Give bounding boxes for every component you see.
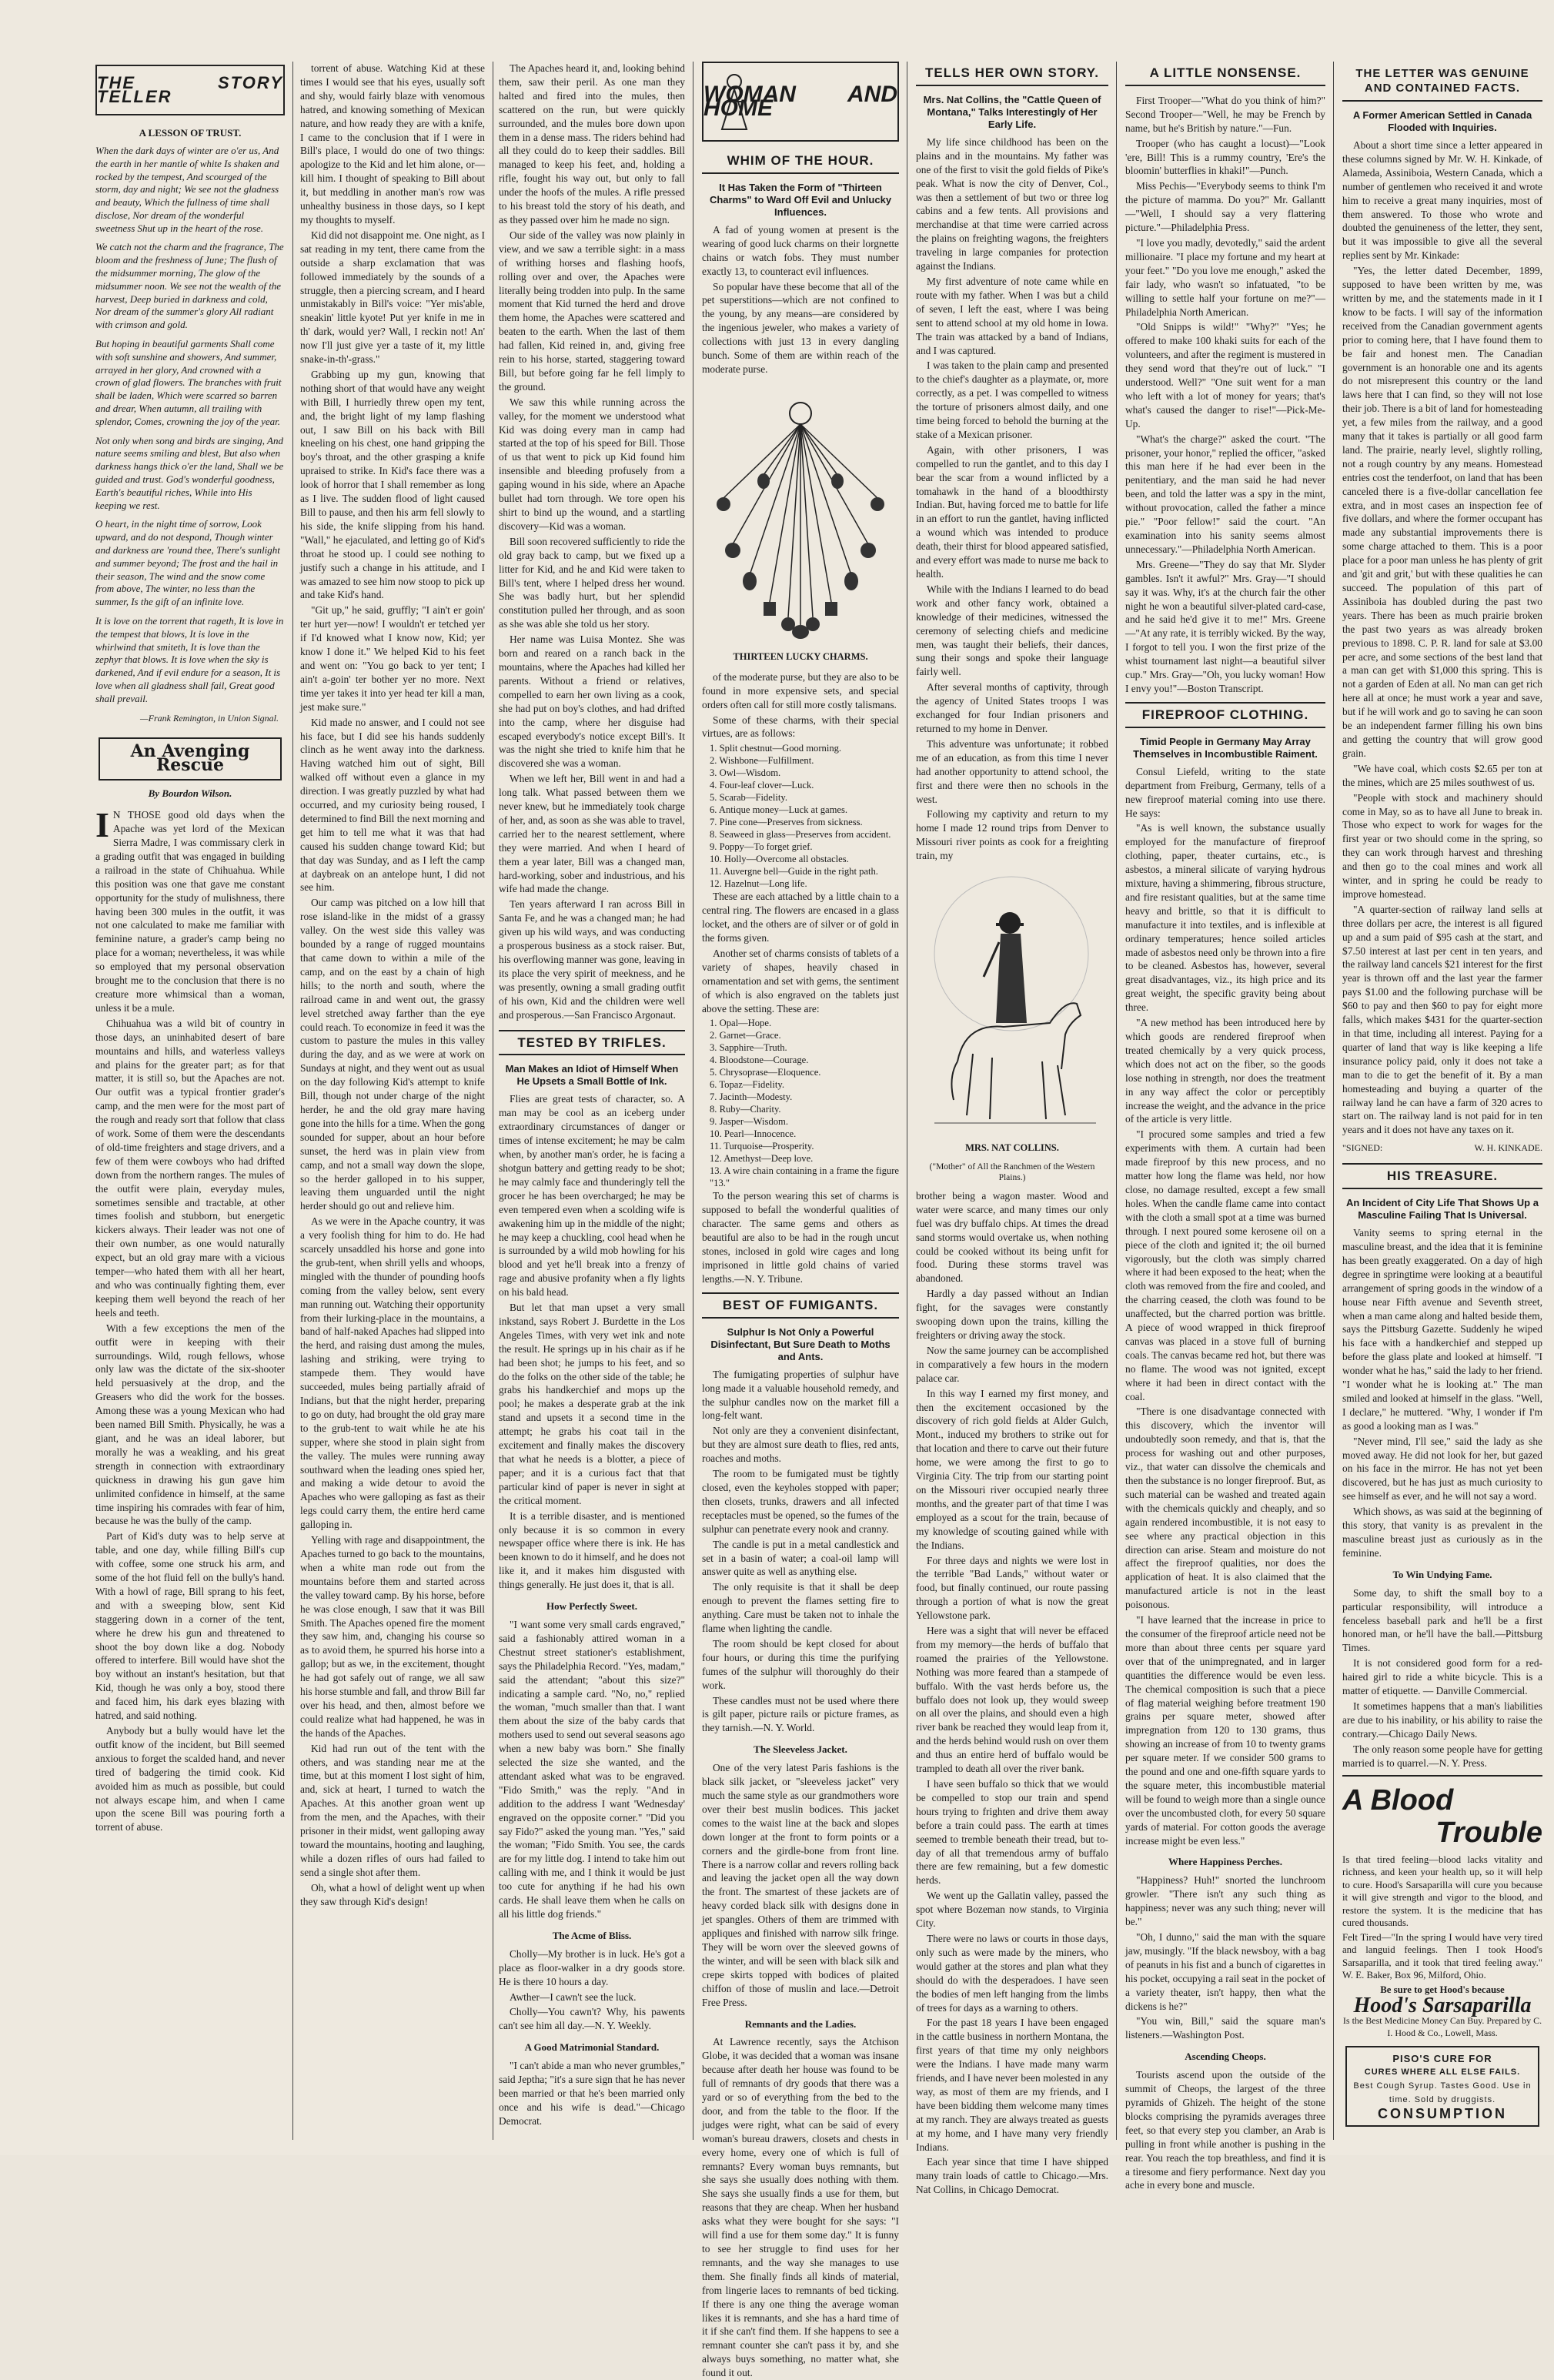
poem-stanza: We catch not the charm and the fragrance, The bloom and the freshness of June; The flush of the midsummer morning, The glow of the midsummer noon. We see not the wealth of the harvest, Deep buried in darkness and cold, Nor dream of the summer's glory All radiant with crimson and gold. — [95, 241, 284, 331]
article-paragraph: I was taken to the plain camp and presented to the chief's daughter as a playmate, or, more correctly, as a pet. I was compelled to witness the torture of prisoners almost daily, and one time being forced to behold the burning at the stake of a Mexican prisoner. — [916, 359, 1108, 440]
article-paragraph: "A quarter-section of railway land sells at three dollars per acre, the interest is all figured up and a sum paid of $95 cash at the start, and $7.50 interest at last per cent in ten years, and the railway land cancels $21 interest for the first year is thrown off and the last year the farmer pays $1.00 and the following purchase will be $60 to pay and then $60 to pay for eight more falls, which makes $431 for the quarter-section in that time, including all interest. Paying for a quarter of land that way is like keeping a life insurance policy paid, only it does not take a man to die to get the benefit of it. By a man homesteading and buying a quarter of the railway land he can have a farm of 320 acres to start on. The railway land is not paid for in ten years and it does not have any taxes on it. — [1342, 903, 1542, 1136]
article-paragraph: "I love you madly, devotedly," said the ardent millionaire. "I place my fortune and my heart at your feet." "Do you love me enough," asked the fair lady, who wasn't so infatuated, "to be willing to settle half your fortune on me?"—Philadelphia North American. — [1125, 236, 1325, 318]
own-story-subtitle: Mrs. Nat Collins, the "Cattle Queen of Montana," Talks Interestingly of Her Early Life. — [923, 93, 1101, 130]
piso-line-3: Best Cough Syrup. Tastes Good. Use in time. Sold by druggists. — [1353, 2081, 1532, 2104]
article-paragraph: About a short time since a letter appeared in these columns signed by Mr. W. H. Kinkade, of Alameda, Assiniboia, Western Canada, which a number of gentlemen who received it and wrote him to receive a great many inquiries, most of them answered. To those who wrote and doubted the genuineness of the letter, they sent, but it was impossible to give all the several replies sent by Mr. Kinkade: — [1342, 139, 1542, 262]
story-paragraph: Yelling with rage and disappointment, the Apaches turned to go back to the mountains, when a white man rode out from the mountains before them and started across the valley toward camp. By his horse, before he was close enough, I saw that it was Bill Smith. The Apaches opened fire the moment they saw him, and, changing his course so as to avoid them, he spurred his horse into a gallop; but as we, in the excitement, thought he had got safely out of range, we all saw his horse stumble and fall, and throw Bill far over his head, and then, almost before we could realize what had happened, he was in the hands of the Apaches. — [300, 1534, 485, 1739]
letter-subtitle: A Former American Settled in Canada Flooded with Inquiries. — [1352, 109, 1532, 133]
article-paragraph: "Oh, I dunno," said the man with the square jaw, musingly. "If the black newsboy, with a bag of peanuts in his fist and a bunch of cigarettes in his pocket, occupying a rail seat in the pocket of a variety theater, isn't happy, then what the dickens is he?" — [1125, 1931, 1325, 2012]
column-rule — [1333, 62, 1334, 2140]
article-paragraph: These candles must not be used where there is gilt paper, picture rails or picture frames, as they tarnish.—N. Y. World. — [702, 1694, 899, 1734]
poem-stanza: O heart, in the night time of sorrow, Look upward, and do not despond, Though winter and darkness are 'round thee, There's sunlight and summer beyond; The frost and the hail in their season, The wind and the snow come from above, The winter, no less than the summer, Is the gift of an infinite love. — [95, 518, 280, 608]
article-paragraph: "I procured some samples and tried a few experiments with them. A curtain had been made fireproof by this new process, and no matter how long the flame was held, nor how close, no damage resulted, except a few small holes. When the candle flame came into contact with the cloth a small spot at a time was burned through. I next poured some kerosene oil on a piece of the cloth and ignited it; the oil burned vigorously, but the cloth was simply charred where it had been exposed to the heat; when the cloth was removed from the fire and cooled, and the charring ceased, the cloth was found to be unaffected, but the charred portion was brittle. A piece of wood wrapped in thick fireproof canvas was placed in a stove full of burning coals. The canvas became red hot, but there was no flame. The wood was not ignited, except where it had been in direct contact with the coal. — [1125, 1128, 1325, 1402]
sweet-title: How Perfectly Sweet. — [546, 1600, 638, 1613]
list-item: 4. Four-leaf clover—Luck. — [710, 780, 814, 791]
story-paragraph: torrent of abuse. Watching Kid at these times I would see that his eyes, usually soft and shy, would fairly blaze with venomous hatred, and knowing something of Mexican nature, and how ready they are with a knife, I came to the conclusion that if I were in Bill's place, I would do one of two things: apologize to the Kid and let him alone, or—kill him. I thought of speaking to Bill about it, but meddling in another man's row was unhealthy business in those days, so I kept my thoughts to myself. — [300, 62, 485, 226]
story-paragraph: Her name was Luisa Montez. She was born and reared on a ranch back in the mountains, where the Apaches had killed her parents. Without a friend or relatives, compelled to earn her own living as a cook, she had put on boy's clothes, and had drifted into the camp, where her disguise had escaped everybody's notice except Bill's. It was the night she tried to knife him that he discovered she was a woman. — [499, 633, 685, 770]
story-paragraph: Anybody but a bully would have let the outfit know of the incident, but Bill seemed anxious to forget the scalded hand, and never tired of badgering the timid cook. Kid avoided him as much as possible, but could not always escape him, and when I came upon the scene Bill was pouring forth a torrent of abuse. — [95, 1725, 285, 1833]
article-paragraph: The candle is put in a metal candlestick and set in a basin of water; a coal-oil lamp will answer quite as well as anything else. — [702, 1538, 899, 1578]
drop-cap: I — [95, 805, 109, 845]
story-paragraph: "Git up," he said, gruffly; "I ain't er goin' ter hurt yer—now! I wouldn't er tetched yer if I'd knowed what I know now, Kid; yer know I done it." We helped Kid to his feet and went on: "You go back to yer tent; I ain't a-goin' ter bother yer no more. Next time yer takes it into yer head ter kill a man, jest make sure." — [300, 604, 485, 713]
list-item: 11. Turquoise—Prosperity. — [710, 1141, 814, 1152]
trifles-subtitle: Man Makes an Idiot of Himself When He Upsets a Small Bottle of Ink. — [505, 1063, 679, 1088]
list-item: 6. Antique money—Luck at games. — [710, 804, 848, 816]
story-paragraph: N THOSE good old days when the Apache was yet lord of the Mexican Sierra Madre, I was commissary clerk in a grading outfit that was engaged in building a railroad in the state of Chihuahua. While this position was one that gave me constant opportunity for the study of mulishness, there having been 300 mules in the outfit, it was not one calculated to make me familiar with feminine nature, a grader's camp being no place for a woman; nevertheless, it was while so employed that my personal observation brought me to the conclusion that there is no creature more whimsical than a woman, unless it be a mule. — [95, 809, 285, 1014]
story-paragraph: With a few exceptions the men of the outfit were in keeping with their surroundings. Wild, rough fellows, whose only law was the dictate of the six-shooter held persuasively at the drop, and the Greasers who did the work for the bosses. Among these was a young Mexican who had been named Bill Smith. Physically, he was a giant, and he was an ideal laborer, but morally he was a weakling, and his great strength in connection with extraordinary quickness in drawing his gun gave him unlimited confidence in himself, at the same time inspiring his comrades with fear of him, because he was the bully of the camp. — [95, 1322, 285, 1527]
piso-advertisement — [1345, 2046, 1539, 2128]
article-paragraph: The only requisite is that it shall be deep enough to prevent the flames setting fire to anything. Care must be taken not to inhale the flame when lighting the candle. — [702, 1581, 899, 1635]
woman-and-home-logo — [702, 62, 899, 142]
article-paragraph: Each year since that time I have shipped many train loads of cattle to Chicago.—Mrs. Nat Collins, in Chicago Democrat. — [916, 2156, 1108, 2196]
article-paragraph: "Happiness? Huh!" snorted the lunchroom growler. "There isn't any such thing as happiness; never was any such thing; never will be." — [1125, 1874, 1325, 1928]
fumigants-title: BEST OF FUMIGANTS. — [702, 1292, 899, 1319]
list-item: 11. Auvergne bell—Guide in the right path. — [710, 866, 878, 877]
standard-title: A Good Matrimonial Standard. — [524, 2041, 660, 2054]
article-paragraph: To the person wearing this set of charms is supposed to befall the wonderful qualities of character. The same gems and others as beautiful are also to be had in the rough uncut stones, inclosed in gold wire cages and long imprisoned in little gold chains of varied lengths.—N. Y. Tribune. — [702, 1190, 899, 1285]
article-paragraph: One of the very latest Paris fashions is the black silk jacket, or "sleeveless jacket" very much the same style as our grandmothers wore over their best muslin bodices. This jacket comes to the waist line at the back and slopes down longer at the front to form points or a corners and the girdle-bone from front line. There is a narrow collar and revers rolling back and leaving the jacket open all the way down the front. The smartest of these jackets are of heavy corded black silk with designs done in jet spangles. Others of them are trimmed with appliques and finished with narrow silk fringe. They will be worn over the sleeved gowns of the winter, and will be seen with black silk and crepe skirts topped with bodices of plaited chiffon of those of muslin and lace.—Detroit Free Press. — [702, 1762, 899, 2008]
poem-signature: —Frank Remington, in Union Signal. — [140, 712, 279, 724]
story-teller-masthead — [95, 65, 285, 115]
signed-label: "SIGNED: — [1342, 1142, 1383, 1154]
horse-rider-icon — [919, 869, 1104, 1138]
article-paragraph: Cholly—My brother is in luck. He's got a place as floor-walker in a dry goods store. He is there 10 hours a day. — [499, 1947, 685, 1987]
list-item: 9. Poppy—To forget grief. — [710, 841, 813, 853]
fumigants-subtitle: Sulphur Is Not Only a Powerful Disinfectant, But Sure Death to Moths and Ants. — [710, 1325, 891, 1362]
article-paragraph: First Trooper—"What do you think of him?" Second Trooper—"Well, he may be French by name, but he's British by nature."—Fun. — [1125, 94, 1325, 134]
article-paragraph: Consul Liefeld, writing to the state department from Freiburg, Germany, tells of a new fireproof material coming into use there. He says: — [1125, 765, 1325, 819]
poem-stanza: But hoping in beautiful garments Shall come with soft sunshine and showers, And summer, arrayed in her glory, And crowned with a crown of glad flowers. The branches with fruit shall be laden, Which were scarred so barren and drear, When autumn, all trailing with splendor, Comes, crowning the joy of the year. — [95, 338, 282, 427]
charms-illustration — [702, 383, 899, 644]
piso-line-2: CURES WHERE ALL ELSE FAILS. — [1364, 2067, 1521, 2077]
article-paragraph: Another set of charms consists of tablets of a variety of shapes, heavily chased in ornamentation and set with gems, the sentiment of which is also engraved on the tablets just above the setting. These are: — [702, 947, 899, 1015]
list-item: 2. Wishbone—Fulfillment. — [710, 755, 814, 767]
article-paragraph: "We have coal, which costs $2.65 per ton at the mines, which are 25 miles southwest of us. — [1342, 762, 1542, 788]
story-paragraph: When we left her, Bill went in and had a long talk. What passed between them we never knew, but he immediately took charge of her, and, as soon as she was able to travel, carried her to the nearest settlement, where they were married. And when I heard of them a year later, Bill was a changed man, hard-working, sober and industrious, and his wife had made the change. — [499, 773, 685, 895]
column-2a — [294, 62, 491, 1910]
list-item: 1. Opal—Hope. — [710, 1018, 772, 1029]
article-paragraph: brother being a wagon master. Wood and water were scarce, and many times our only fuel was dry buffalo chips. At times the dread sand storms would overtake us, when nothing could be cooked without its being unfit for food. During these storms travel was abandoned. — [916, 1189, 1108, 1285]
poem-body — [95, 145, 285, 706]
article-paragraph: Awther—I cawn't see the luck. — [510, 1991, 637, 2003]
column-rule — [1116, 62, 1117, 2140]
column-1 — [88, 62, 292, 2140]
article-paragraph: Which shows, as was said at the beginning of this story, that vanity is as prevalent in the masculine breast just as curiously as in the feminine. — [1342, 1506, 1542, 1559]
masthead-title: THE STORY TELLER — [97, 73, 283, 106]
fireproof-subtitle: Timid People in Germany May Array Themselves in Incombustible Raiment. — [1133, 735, 1318, 760]
article-paragraph: "A new method has been introduced here by which goods are rendered fireproof when treated chemically by a very quick process, which does not act on the fiber, so the goods lose nothing in strength, nor does the treatment in any way affect the color or perceptibly increase the weight, and the advance in the price of the article is very little. — [1125, 1017, 1325, 1125]
stones-list — [702, 1017, 899, 1189]
story-paragraph: Chihuahua was a wild bit of country in those days, an uninhabited desert of bare mountains and hills, and waterless valleys and plains for the greater part; as for that matter, it is still so, but the Apaches are not. Our outfit was a typical frontier grader's camp, and the men were for the most part of the rough and ready sort that follow that class of work. Some of them were the descendants of old-time freighters and stage drivers, and a few of them were cowboys who had drifted down from the northern ranges. The mules of the outfit were plain, everyday mules, sometimes sensible and tractable, at other times foolish and stubborn, but energetic kickers always. Their leader was not one of their own number, as one would naturally expect, but an old gray mare with a vicious temper—who hated them with all her heart, and who was continually fighting them, ever keeping them well beyond the reach of her heels and teeth. — [95, 1017, 285, 1319]
article-paragraph: Flies are great tests of character, so. A man may be cool as an iceberg under extraordinary circumstances of danger or times of intense excitement; he may be calm when, by another man's order, he is facing a shotgun battery and getting ready to be shot; he may calmly face and thunderingly tell the grocer he has been overcharged; he may be even tempered even when a scolding wife is awakening him up in the middle of the night; he may keep a chuckling, cool head when he is surrounded by a wild mob howling for his blood and yet he'll break into a frenzy of rage and abusive profanity when a fly lights on his bald head. — [499, 1093, 685, 1299]
own-story-title: TELLS HER OWN STORY. — [916, 62, 1108, 86]
story-paragraph: We saw this while running across the valley, for the moment we understood what Kid was doing every man in camp had started at the top of his speed for Bill. Those of us that went to pick up Kid found him insensible and bleeding profusely from a gaping wound in his side, where an Apache bullet had torn through. We tore open his shirt to bind up the wound, and a startling discovery—Kid was a woman. — [499, 396, 685, 532]
signed-name: W. H. KINKADE. — [1474, 1142, 1542, 1154]
bliss-title: The Acme of Bliss. — [552, 1929, 632, 1941]
woman-figure-icon — [711, 71, 757, 132]
article-paragraph: Miss Pechis—"Everybody seems to think I'm the picture of mamma. Do you?" Mr. Gallantt—"Well, I should say a very flattering picture."—Philadelphia Press. — [1125, 180, 1325, 234]
article-paragraph: "People with stock and machinery should come in May, so as to have all June to break in. Those who expect to work for wages for the first year or two should come in the spring, so they can work through harvest and threshing and then go to the coal mines and work all winter, and in spring he could be ready to improve homestead. — [1342, 791, 1542, 900]
ad-brand: Hood's Sarsaparilla — [1353, 1994, 1532, 2017]
letter-title: THE LETTER WAS GENUINE AND CONTAINED FACTS. — [1342, 62, 1542, 102]
nonsense-title: A LITTLE NONSENSE. — [1125, 62, 1325, 86]
article-paragraph: It sometimes happens that a man's liabilities are due to his inability, or his ability to raise the contrary.—Chicago Daily News. — [1342, 1700, 1542, 1740]
column-2b — [493, 62, 691, 2130]
ad-paragraph: Is that tired feeling—blood lacks vitality and richness, and keen your health up, so it will help to cure. Hood's Sarsaparilla will cure you because it will give strength and vigor to the blood, and restore the system. It is the medicine that has cured thousands. — [1342, 1854, 1542, 1928]
article-paragraph: Tourists ascend upon the outside of the summit of Cheops, the largest of the three pyramids of Ghizeh. The height of the stone blocks comprising the pyramids averages three feet, so that every step you clamber, an Arab is pulling in front while another is pushing in the rear. You reach the top breathless, and find it is a tiresome and fiery performance. Next day you ache in every bone and muscle. — [1125, 2069, 1325, 2191]
remnants-title: Remnants and the Ladies. — [744, 2017, 857, 2030]
article-paragraph: Not only are they a convenient disinfectant, but they are almost sure death to flies, red ants, roaches and moths. — [702, 1425, 899, 1465]
portrait-caption: MRS. NAT COLLINS. — [965, 1142, 1059, 1154]
treasure-title: HIS TREASURE. — [1342, 1163, 1542, 1189]
article-paragraph: Now the same journey can be accomplished in comparatively a few hours in the modern palace car. — [916, 1344, 1108, 1384]
story-paragraph: Ten years afterward I ran across Bill in Santa Fe, and he was a changed man; he had given up his wild ways, and was conducting a prosperous business as a stock raiser. But, his overflowing manner was gone, leaving in its place the very spirit of meekness, and he was presently, owning a small grading outfit of his own, Kid and the children were well and prosperous.—San Francisco Argonaut. — [499, 898, 685, 1021]
article-paragraph: At Lawrence recently, says the Atchison Globe, it was decided that a woman was insane because after death her house was found to be full of remnants of dry goods that there was a yard or so of everything from the bed to the door, and from the table to the floor. If the judges were right, what can be said of every woman's bureau drawers, closets and chests in every home, every one of which is full of remnants? Every woman buys remnants, but she says she usually does nothing with them. She says she usually finds a use for them, but reasons that they are cheap. When her husband asks what they were bought for she says: "I will find a use for them some day." It is funny to see her struggle to find uses for her remnants, and the way she manages to use them. She finally finds all kinds of material, from lingerie laces to remnants of bed ticking. If there is any one thing the average woman likes it is remnants, and she has a hard time of it if she can't find them. If she happens to see a remnant counter she can't pass it by, and she always buys something, no matter what, she found it out. — [702, 2036, 899, 2379]
article-paragraph: The room to be fumigated must be tightly closed, even the keyholes stopped with paper; then closets, trunks, drawers and all infected receptacles must be opened, so the fumes of the sulphur can penetrate every nook and cranny. — [702, 1468, 899, 1535]
story-paragraph: Bill soon recovered sufficiently to ride the old gray back to camp, but we fixed up a litter for Kid, and he and Kid were taken to Bill's tent, where I helped dress her wound. She was badly hurt, but her splendid constitution pulled her through, and as soon as she was able she told us her story. — [499, 535, 685, 630]
article-paragraph: Here was a sight that will never be effaced from my memory—the herds of buffalo that roamed the prairies of the Yellowstone. Nothing was more feared than a stampede of buffalo. With the vast herds before us, the buffalo does not look up, they would sweep on all over the plains, and should even a high river bank be reached they would leap from it, and the herds behind would rush on over them and thus an entire herd of buffalo would be trampled to death all over the river bank. — [916, 1625, 1108, 1775]
whim-subtitle: It Has Taken the Form of "Thirteen Charms" to Ward Off Evil and Unlucky Influences. — [709, 181, 892, 218]
article-paragraph: "I want some very small cards engraved," said a fashionably attired woman in a Chestnut street stationer's establishment, says the Philadelphia Record. "Yes, madam," said the attendant; "about this size?" indicating a sample card. "No, no," replied the woman, "much smaller than that. I want them about the size of the baby cards that mothers used to send out several seasons ago when a new baby was born." She finally selected the size she wanted, and the attendant asked what was to be engraved. "Fido Smith," was the reply. "And in addition to the address I want 'Wednesday' engraved on the opposite corner." "Did you say Fido?" asked the young man. "Yes," said the woman; "Fido Smith. You see, the cards are for my little dog. I intend to take him out calling with me, and I think it would be just too cute for anything if he had his own cards. He shall leave them when he calls on all his little dog friends." — [499, 1618, 685, 1920]
article-paragraph: of the moderate purse, but they are also to be found in more expensive sets, and special orders often call for still more costly talismans. — [702, 670, 899, 710]
piso-line-1: PISO'S CURE FOR — [1392, 2052, 1492, 2064]
list-item: 8. Seaweed in glass—Preserves from accident. — [710, 829, 891, 841]
list-item: 7. Jacinth—Modesty. — [710, 1091, 793, 1103]
fame-title: To Win Undying Fame. — [1392, 1568, 1492, 1580]
article-paragraph: It is not considered good form for a red-haired girl to ride a white bicycle. This is a matter of etiquette. — Danville Commercial. — [1342, 1657, 1542, 1697]
article-paragraph: In this way I earned my first money, and then the excitement occasioned by the discovery of rich gold fields at Alder Gulch, Mont., induced my brothers to strike out for that location and there to carve out their future home, we were among the first to go to Virginia City. The trip from our starting point on the Missouri river occupied nearly three months, and the greater part of that time I was employed as a scout for the train, because of my knowledge of scouting gained while with the Indians. — [916, 1387, 1108, 1551]
column-4 — [908, 62, 1116, 2196]
column-rule — [292, 62, 293, 2140]
article-paragraph: Hardly a day passed without an Indian fight, for the savages were constantly swooping down upon the trains, killing the freighters or driving away the stock. — [916, 1288, 1108, 1341]
article-paragraph: Some day, to shift the small boy to a particular responsibility, will introduce a fenceless baseball park and he'll be a first honored man, or he'll have the ball.—Pittsburg Times. — [1342, 1586, 1542, 1654]
story-paragraph: Part of Kid's duty was to help serve at table, and one day, while filling Bill's cup with coffee, some one struck his arm, and some of the hot fluid fell on the bully's hand. With a howl of rage, Bill sprang to his feet, and with a sweeping blow, sent Kid staggering down in a corner of the tent, where he drew his gun and threatened to shoot the boy down like a dog. Nobody offered to interfere. Bill would have shot the boy without an instant's hesitation, but that Kid, though he was only a boy, stood there and faced him, his dark eyes blazing with hatred, and said nothing. — [95, 1530, 285, 1722]
story-paragraph: Kid had run out of the tent with the others, and was standing near me at the time, but at this moment I lost sight of him, and, sick at heart, I turned to watch the Apaches. At this another groan went up from the men, and the Apaches, with their prisoner in their midst, went galloping away toward the mountains, hooting and laughing, while a dozen rifles of ours had failed to send a single shot after them. — [300, 1742, 485, 1878]
list-item: 3. Owl—Wisdom. — [710, 767, 781, 779]
article-paragraph: Again, with other prisoners, I was compelled to run the gantlet, and to this day I bear the scar from a wound inflicted by a tomahawk in the hand of a bloodthirsty Indian. But, having forced me to battle for life in an effort to run the gantlet, having inflicted a wound which was intended to produce death, their thirst for blood appeared satisfied, and every effort was made to nurse me back to health. — [916, 443, 1108, 580]
article-paragraph: After several months of captivity, through the agency of United States troops I was exchanged for four Indian prisoners and returned to my home in Denver. — [916, 681, 1108, 734]
treasure-subtitle: An Incident of City Life That Shows Up a Masculine Failing That Is Universal. — [1346, 1197, 1539, 1222]
ad-body — [1342, 1854, 1542, 1997]
list-item: 13. A wire chain containing in a frame the figure "13." — [710, 1165, 899, 1189]
list-item: 12. Amethyst—Deep love. — [710, 1153, 814, 1165]
list-item: 8. Ruby—Charity. — [710, 1104, 781, 1115]
list-item: 4. Bloodstone—Courage. — [710, 1055, 809, 1066]
article-paragraph: The fumigating properties of sulphur have long made it a valuable household remedy, and the sulphur candles now on the market fill a long-felt want. — [702, 1368, 899, 1422]
list-item: 3. Sapphire—Truth. — [710, 1042, 787, 1054]
portrait-subcaption: ("Mother" of All the Ranchmen of the Western Plains.) — [929, 1162, 1095, 1182]
article-paragraph: Some of these charms, with their special virtues, are as follows: — [702, 714, 899, 740]
article-paragraph: Following my captivity and return to my home I made 12 round trips from Denver to Missouri river points as cook for a freighting train, my — [916, 808, 1108, 862]
article-paragraph: The room should be kept closed for about four hours, or during this time the purifying fumes of the sulphur will thoroughly do their work. — [702, 1637, 899, 1691]
story-paragraph: Our side of the valley was now plainly in view, and we saw a terrible sight: in a mass of writhing horses and flashing hoofs, rolling over and over, the Apaches were literally being trodden into pulp. In the same moment that Kid turned the herd and drove them home, the Apaches were scattered and beaten to the earth. When the last of them had fallen, Kid reined in, and, giving free rein to his horse, started, staggering toward Bill, but before going far he fell limply to the ground. — [499, 229, 685, 393]
column-5 — [1118, 62, 1333, 2191]
list-item: 5. Scarab—Fidelity. — [710, 792, 787, 804]
article-paragraph: My first adventure of note came while en route with my father. When I was but a child of seven, I left the east, where I was being sent to attend school at my old home in Iowa. The train was attacked by a band of Indians, and I was captured. — [916, 275, 1108, 356]
ad-headline-2: Trouble — [1435, 1816, 1542, 1849]
charms-list — [702, 742, 899, 890]
list-item: 1. Split chestnut—Good morning. — [710, 743, 842, 754]
article-paragraph: While with the Indians I learned to do bead work and other fancy work, obtained a knowledge of their medicines, witnessed the ceremony of selecting chiefs and medicine men, was taught their beliefs, their dances, sung their songs and spoke their language fairly well. — [916, 583, 1108, 678]
article-paragraph: These are each attached by a little chain to a central ring. The flowers are encased in a glass locket, and the others are of silver or of gold in the forms given. — [702, 891, 899, 944]
lucky-charms-icon — [702, 383, 899, 644]
ad-tagline: Is the Best Medicine Money Can Buy. Prepared by C. I. Hood & Co., Lowell, Mass. — [1342, 2014, 1542, 2039]
story-paragraph: Kid made no answer, and I could not see his face, but I did see his hands suddenly clinch as he went away into the darkness. Having watched him out of sight, Bill walked off without even a glance in my direction. I was greatly puzzled by what had occurred, and my curiosity being roused, I determined to find Bill the next morning and get him to tell me what it was that had caused his sudden change toward Kid; but that day was Sunday, and as I left the camp at daybreak on an antelope hunt, I did not see him. — [300, 716, 485, 894]
article-paragraph: "Yes, the letter dated December, 1899, supposed to have been written by me, was written by me, and the statements made in it I know to be facts. I will say of the information received from the Canadian government agents prior to coming here, that I have found them to be fair and honest men. The Canadian government is an honorable one and its agents do not misrepresent this country or the land laws here that I can find, so they will not lose their job. There is a bit of land for homesteading yet, a few miles from the railway, and a good many that it takes is partially or all good farm land. The prairie, nearly level, slightly rolling, not a rough country by any means. Homestead entries cost the tenderfoot, on land that has been canceled there is a five-dollar cancellation fee extra, and in most cases an inspection fee of five dollars, and where the former occupant has made any substantial improvements there is some charge attached to them. This is a poor place for a poor man unless he has plenty of grit and 'git and grit,' but with these qualities he can succeed. The population of this part of Assiniboia has doubled during the past two years. There has been as much prairie broken the past two years as was already broken previous to 1898. C. P. R. land for sale at $3.00 per acre, and some sections of the best land that a man can get with $1,000 this spring. This is not a garden of Eden at all. No man can get rich here all at once; he must work a year and save, but if he will work and go to saving he can soon be an independent farmer filling his own bins and getting the country that will grow good grain. — [1342, 265, 1542, 759]
column-3 — [694, 62, 907, 2379]
list-item: 2. Garnet—Grace. — [710, 1030, 781, 1041]
article-paragraph: This adventure was unfortunate; it robbed me of an education, as from this time I never had another opportunity to attend school, the first and there were then no schools in the west. — [916, 737, 1108, 805]
article-paragraph: "I have learned that the increase in price to the consumer of the fireproof article need not be more than about three cents per square yard over that of the unimpregnated, and in larger quantities the difference would be even less. The chemical composition is such that a piece of flag material weighing before treatment 190 grains per square meter, showed after impregnation from 120 to 130 grams, thus showing an increase of from 10 to twenty grams per square meter. If we consider 500 grams to the pound and one and one-fifth square yards to the square meter, this incombustible material will be found to weigh more than a single ounce over the uncombusted cloth, for every 50 square yards of material. For cotton goods the average increase might be even less." — [1125, 1614, 1325, 1847]
list-item: 12. Hazelnut—Long life. — [710, 878, 807, 890]
letter-signature — [1342, 1142, 1542, 1155]
article-paragraph: "I can't abide a man who never grumbles," said Jeptha; "it's a sure sign that he has never been married or that he's been married only once and his wife is dead."—Chicago Democrat. — [499, 2060, 685, 2127]
story-paragraph: As we were in the Apache country, it was a very foolish thing for him to do. He had scarcely unsaddled his horse and gone into the grub-tent, when shrill yells and whoops, mingled with the thunder of pounding hoofs coming from the valley below, sent every man running out. Watching their opportunity from their lurking-place in the mountains, a band of half-naked Apaches had slipped into the herd, and raising dust among the mules, lashing and striking, were trying to stampede them. They would have succeeded, mules being partially afraid of Indians, but that the night herder, preparing to go on duty, had brought the old gray mare to the grub-tent to wait while he ate his supper, where she stood in plain sight from the valley. The mules were running away southward when the leading ones spied her, and making a wide detour to avoid the Apaches who were galloping as fast as their legs could carry them, the entire herd came galloping in. — [300, 1215, 485, 1531]
article-paragraph: For three days and nights we were lost in the terrible "Bad Lands," without water or food, but finally continued, our route passing through a portion of what is now the great Yellowstone park. — [916, 1554, 1108, 1622]
article-paragraph: It is a terrible disaster, and is mentioned only because it is so common in every newspaper office where there is ink. He has been known to do it himself, and he does not like it, and it makes him disgusted with things generally. He just does it, that is all. — [499, 1509, 685, 1591]
story-paragraph: Oh, what a howl of delight went up when they saw through Kid's design! — [300, 1881, 485, 1907]
perches-title: Where Happiness Perches. — [1168, 1856, 1282, 1868]
article-paragraph: A fad of young women at present is the wearing of good luck charms on their lorgnette chains or watch fobs. They must number exactly 13, to counteract evil influences. — [702, 223, 899, 277]
article-paragraph: So popular have these become that all of the pet superstitions—which are not confined to the young, by any means—are considered by the ingenious jeweler, who makes a variety of collections with just 13 in every dangling bunch. Some of them are within reach of the moderate purse. — [702, 280, 899, 375]
portrait-illustration — [919, 869, 1105, 1138]
ad-cta: Be sure to get Hood's because — [1380, 1984, 1505, 1995]
story-paragraph: Kid did not disappoint me. One night, as I sat reading in my tent, there came from the outside a sharp exclamation that was followed immediately by the sounds of a struggle, then a piercing scream, and I heard unmistakably in Bill's voice: "Yer mis'able, sneakin' little kyote! Put yer knife in me in th' dark, would yer? Wall, I reckin not! An' now I'll just give yer a taste of it, my little snake-in-th'-grass." — [300, 229, 485, 366]
poem-title: A LESSON OF TRUST. — [139, 127, 242, 139]
story-paragraph: Grabbing up my gun, knowing that nothing short of that would have any weight with Bill, I hurriedly threw open my tent, and, the bright light of my lamp flashing out, I saw Bill on his back with Bill kneeling on his chest, one hand gripping the boy's throat, and the other grasping a knife upraised to strike. In Kid's face there was a look of horror that I shall remember as long as I live. The sudden flood of light caused Bill to pause, and then his arm fell slowly to his side, the knife slipping from his hand. "Wall," he ejaculated, and letting go of Kid's throat he stood up. I could see nothing to justify such a change in his attitude, and I was amazed to see him now stoop to pick up and take Kid's hand. — [300, 368, 485, 601]
whim-title: WHIM OF THE HOUR. — [702, 149, 899, 174]
article-paragraph: "You win, Bill," said the square man's listeners.—Washington Post. — [1125, 2015, 1325, 2041]
story-paragraph: Our camp was pitched on a low hill that rose island-like in the midst of a grassy valley. On the west side this valley was bounded by a range of rugged mountains that came down to within a mile of the camp, and on the east by a chain of high hills; to the north and south, where the railroad came in and went out, the grassy level stretched away farther than the eye could reach. To economize in feed it was the custom to pasture the mules in this valley during the day, and as we were at work on Sundays at night, and they went out as usual on the day following Kid's attempt to knife Bill, though not under charge of the night herder, he and the old gray mare having gone into the hills for a time. When the gong sounded for supper, about an hour before sunset, the herd was in plain view from camp, and not a small way down the slope, so the herder galloped in to his supper, leaving them unguarded until the night herder should go out and relieve him. — [300, 897, 485, 1212]
trifles-title: TESTED BY TRIFLES. — [499, 1030, 685, 1056]
logo-text: WOMAN AND HOME — [703, 82, 897, 121]
article-paragraph: Vanity seems to spring eternal in the masculine breast, and the idea that it is feminine has been greatly exaggerated. On a day of high degree in springtime were looking at a beautiful arrangement of spring goods in the window of a house near Fifth avenue and Seventh street, when a man came along and halted beside them, says the Pittsburg Gazette. Suddenly he wiped his face with a handkerchief and stepped up before the glass plate and looked at himself. "I wonder what he has," said the lady to her friend. "I wonder what he is looking at." The man smiled and looked at himself in the glass. "Well, I declare," he muttered. "Why, I wonder if I'm as good a looking man as I was." — [1342, 1227, 1542, 1432]
article-paragraph: Cholly—You cawn't? Why, his pawents can't see him all day.—N. Y. Weekly. — [499, 2006, 685, 2032]
column-6 — [1335, 62, 1550, 2140]
list-item: 10. Pearl—Innocence. — [710, 1128, 797, 1140]
story-paragraph: The Apaches heard it, and, looking behind them, saw their peril. As one man they halted and fired into the mules, then scattered on the run, but were quickly surrounded, and the mules bore down upon them in a dense mass. The riders behind had all they could do to keep their saddles. Bill managed to keep his feet, and, holding a rifle, fought his way out, but only to fall under the hoofs of the mules. A rifle pressed to his breast told the story of his death, and as they passed over him he made no sign. — [499, 62, 685, 226]
figure-caption: THIRTEEN LUCKY CHARMS. — [733, 650, 868, 662]
article-paragraph: "There is one disadvantage connected with this discovery, which the inventor will undoubtedly soon remedy, and that is, that the process for washing out and other purposes, viz., that water can dissolve the chemicals and then the substance is no longer fireproof. But, as such material can be washed and treated again with the chemicals quickly and cheaply, and so again rendered incombustible, it is not easy to see where any practical objection in this direction can arise. Steam and moisture do not affect the fireproof qualities, nor does the application of heat. It is also claimed that the manufactured article is not in the least poisonous. — [1125, 1406, 1325, 1611]
hoods-advertisement — [1342, 1775, 1542, 2040]
article-paragraph: "What's the charge?" asked the court. "The prisoner, your honor," replied the officer, "asked this man here if he had ever been in the penitentiary, and the man said he had never been, and told the latter was a spy in the mint, without provocation, called the father a mince pie." "Poor fellow!" said the court. "An examination into his sanity seems almost unnecessary."—Philadelphia North American. — [1125, 433, 1325, 555]
fireproof-title: FIREPROOF CLOTHING. — [1125, 702, 1325, 728]
list-item: 9. Jasper—Wisdom. — [710, 1116, 788, 1128]
article-paragraph: Mrs. Greene—"They do say that Mr. Slyder gambles. Isn't it awful?" Mrs. Gray—"I should say it was. Why, it's at the church fair the other night he won a beautiful silver-plated card-case, and he said he'd give it to me!" Mrs. Greene—"At any rate, it is terribly wicked. By the way, I forgot to tell you. I won the first prize of the whist tournament last night—a beautiful silver cup." Mrs. Gray—"Oh, you lucky woman! How I envy you!"—Boston Transcript. — [1125, 558, 1325, 694]
article-paragraph: But let that man upset a very small inkstand, says Robert J. Burdette in the Los Angeles Times, with very wet ink and note the result. He springs up in his chair as if he had been shot; he jumps to his feet, and so do the folks on the other side of the table; he grabs his handkerchief and mops up the pool; he makes a desperate grab at the ink stand and upsets it a second time in the attempt; he grabs his coat tail in the excitement and finally makes the discovery that what he needs is a blotter, a piece of paper; and it is a curious fact that that particular kind of paper is never in sight at the critical moment. — [499, 1302, 685, 1506]
poem-stanza: Not only when song and birds are singing, And nature seems smiling and blest, But also when darkness hangs thick o'er the land, Shall we be guided and trust. God's wonderful goodness, Earth's beautiful riches, While into His keeping we rest. — [95, 434, 284, 511]
ad-headline-1: A Blood — [1342, 1783, 1454, 1817]
article-paragraph: "As is well known, the substance usually employed for the manufacture of fireproof clothing, paper, theater curtains, etc., is asbestos, a mineral silicate of varying hydrous mixture, having a shimmering, fibrous structure, and fire resistant qualities, but at the same time heavy and brittle, so that it is difficult to manufacture it into textiles, and is inflexible at ordinary temperatures; hence soiled articles made of asbestos need only be thrown into a fire to be cleaned. Asbestos has, however, several great disadvantages, viz., its high price and its great weight, the specific gravity being about three. — [1125, 822, 1325, 1014]
article-paragraph: I have seen buffalo so thick that we would be compelled to stop our train and spend hours trying to frighten and drive them away before a train could pass. The earth at times seemed to tremble beneath their tread, but to-day of all that tremendous army of buffalo there are few remaining, but a few domestic herds. — [916, 1778, 1108, 1887]
list-item: 5. Chrysoprase—Eloquence. — [710, 1067, 821, 1078]
story-byline: By Bourdon Wilson. — [148, 787, 232, 800]
article-paragraph: Trooper (who has caught a locust)—"Look 'ere, Bill! This is a rummy country, 'Ere's the bloomin' butterflies in khaki!"—Punch. — [1125, 137, 1325, 177]
ad-paragraph: Felt Tired—"In the spring I would have very tired and languid feelings. Then I took Hood's Sarsaparilla, and it took that tired feeling away." W. E. Baker, Box 96, Milford, Ohio. — [1342, 1931, 1542, 1981]
column-2 — [294, 62, 691, 2140]
article-paragraph: There were no laws or courts in those days, only such as were made by the miners, who would gather at the stores and plan what they should do with the desperadoes. I have seen the bodies of men left hanging from the limbs of trees for days as a warning to others. — [916, 1932, 1108, 2014]
sleeveless-title: The Sleeveless Jacket. — [754, 1743, 847, 1756]
list-item: 6. Topaz—Fidelity. — [710, 1079, 785, 1091]
poem-stanza: It is love on the torrent that rageth, It is love in the tempest that blows, It is love in the whirlwind that smiteth, It is love than the zephyr that blows. It is love when the sky is darkened, And if evil endure for a season, It is love when all gladness shall fail, Great good shall prevail. — [95, 615, 284, 704]
list-item: 10. Holly—Overcome all obstacles. — [710, 854, 849, 865]
story-title: An Avenging Rescue — [99, 737, 282, 781]
poem-stanza: When the dark days of winter are o'er us, And the earth in her mantle of white Is shaken and rocked by the tempest, And scourged of the storm, day and night; We see not the gladness and beauty, Which the fullness of time shall disclose, Nor dream of the wonderful sweetness Shut up in the heart of the rose. — [95, 144, 279, 234]
article-paragraph: We went up the Gallatin valley, passed the spot where Bozeman now stands, to Virginia City. — [916, 1890, 1108, 1930]
article-paragraph: "Never mind, I'll see," said the lady as she moved away. He did not look for her, but gazed on his face in the mirror. He has not yet been discovered, but he has just as much curiosity to see himself as ever, and he will not say a word. — [1342, 1435, 1542, 1503]
piso-line-4: CONSUMPTION — [1378, 2105, 1507, 2121]
article-paragraph: The only reason some people have for getting married is to quarrel.—N. Y. Press. — [1342, 1743, 1542, 1769]
cheops-title: Ascending Cheops. — [1185, 2051, 1266, 2063]
article-paragraph: My life since childhood has been on the plains and in the mountains. My father was one of the first to visit the gold fields of Pike's peak. What is now the city of Denver, Col., was then a settlement of but two or three log cabins and a few tents. All provisions and merchandise at that time were carried across the plains on freighting wagons, the freighters traveling in large companies for protection against the Indians. — [916, 135, 1108, 272]
article-paragraph: "Old Snipps is wild!" "Why?" "Yes; he offered to make 100 khaki suits for each of the volunteers, and after the regiment is mustered in they send word that they're out of luck." "I understood. Well?" "One suit went for a man who left with a lot of money for years; that's what's caused the danger to rise!"—Pick-Me-Up. — [1125, 321, 1325, 430]
list-item: 7. Pine cone—Preserves from sickness. — [710, 817, 863, 828]
article-paragraph: For the past 18 years I have been engaged in the cattle business in northern Montana, the first years of that time my only neighbors were the Indians. I have made many warm friends, and I have never been molested in any way, as most of them are my friends, and I have been bidding them welcome many times at my ranch. They are always treated as guests at my home, and I have many very friendly Indians. — [916, 2017, 1108, 2153]
